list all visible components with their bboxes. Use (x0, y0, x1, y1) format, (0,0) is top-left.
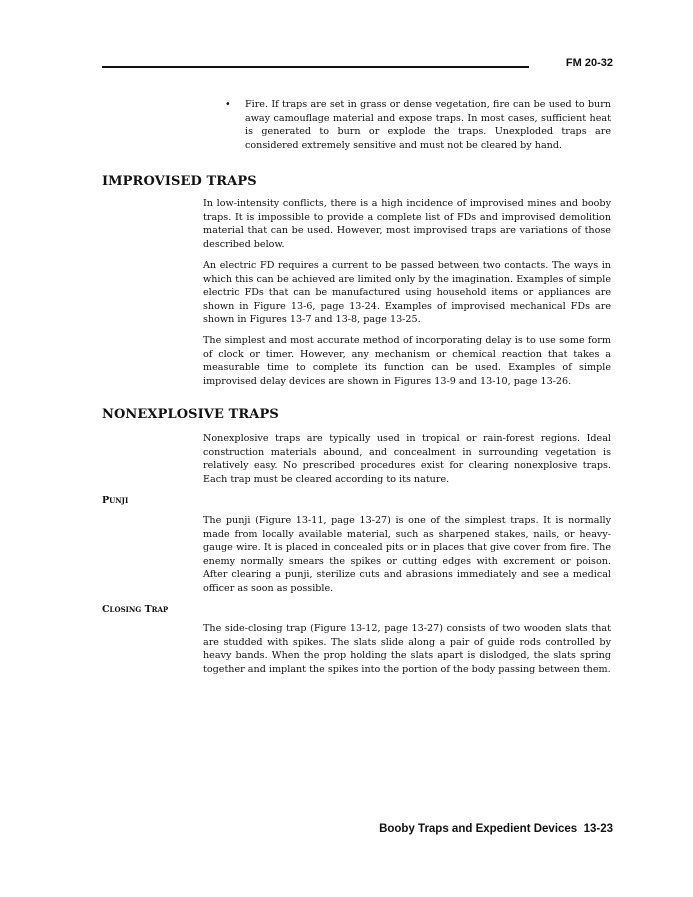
header-doc-code: FM 20-32 (565, 57, 613, 69)
improvised-paragraph-1: In low-intensity conflicts, there is a high incidence of improvised mines and booby traps. It is impossible to provide a complete list of FDs and improvised demolition material that can be used. However, most improvised traps are variations of those described below. (203, 198, 611, 250)
subheading-closing-trap: Closing Trap (102, 604, 169, 615)
subheading-punji: Punji (102, 495, 129, 506)
bullet-symbol: • (225, 99, 231, 110)
punji-paragraph: The punji (Figure 13-11, page 13-27) is one of the simplest traps. It is normally made from locally available material, such as sharpened stakes, nails, or heavy-gauge wire. It is placed in concealed pits or in places that give cover from fire. The enemy normally smears the spikes or cutting edges with excrement or poison. After clearing a punji, sterilize cuts and abrasions immediately and see a medical officer as soon as possible. (203, 515, 611, 594)
section-heading-improvised-traps: IMPROVISED TRAPS (102, 174, 257, 189)
bullet-text: Fire. If traps are set in grass or dense vegetation, fire can be used to burn away camouflage material and expose traps. In most cases, sufficient heat is generated to burn or explode the traps. Unexploded traps are considered extremely sensitive and must not be cleared by hand. (245, 99, 611, 151)
header-rule (102, 66, 529, 68)
closing-trap-paragraph: The side-closing trap (Figure 13-12, page 13-27) consists of two wooden slats that are studded with spikes. The slats slide along a pair of guide rods controlled by heavy bands. When the prop holding the slats apart is dislodged, the slats spring together and implant the spikes into the portion of the body passing between them. (203, 623, 611, 675)
page-footer: Booby Traps and Expedient Devices 13-23 (379, 823, 613, 835)
bullet-item (225, 98, 611, 152)
section-heading-nonexplosive-traps: NONEXPLOSIVE TRAPS (102, 407, 279, 422)
improvised-paragraph-2: An electric FD requires a current to be passed between two contacts. The ways in which this can be achieved are limited only by the imagination. Examples of simple electric FDs that can be manufactured using household items or appliances are shown in Figure 13-6, page 13-24. Examples of improvised mechanical FDs are shown in Figures 13-7 and 13-8, page 13-25. (203, 260, 611, 326)
improvised-paragraph-3: The simplest and most accurate method of incorporating delay is to use some form of clock or timer. However, any mechanism or chemical reaction that takes a measurable time to complete its function can be used. Examples of simple improvised delay devices are shown in Figures 13-9 and 13-10, page 13-26. (203, 335, 611, 387)
nonexplosive-paragraph: Nonexplosive traps are typically used in tropical or rain-forest regions. Ideal construction materials abound, and concealment in surrounding vegetation is relatively easy. No prescribed procedures exist for clearing nonexplosive traps. Each trap must be cleared according to its nature. (203, 433, 611, 485)
